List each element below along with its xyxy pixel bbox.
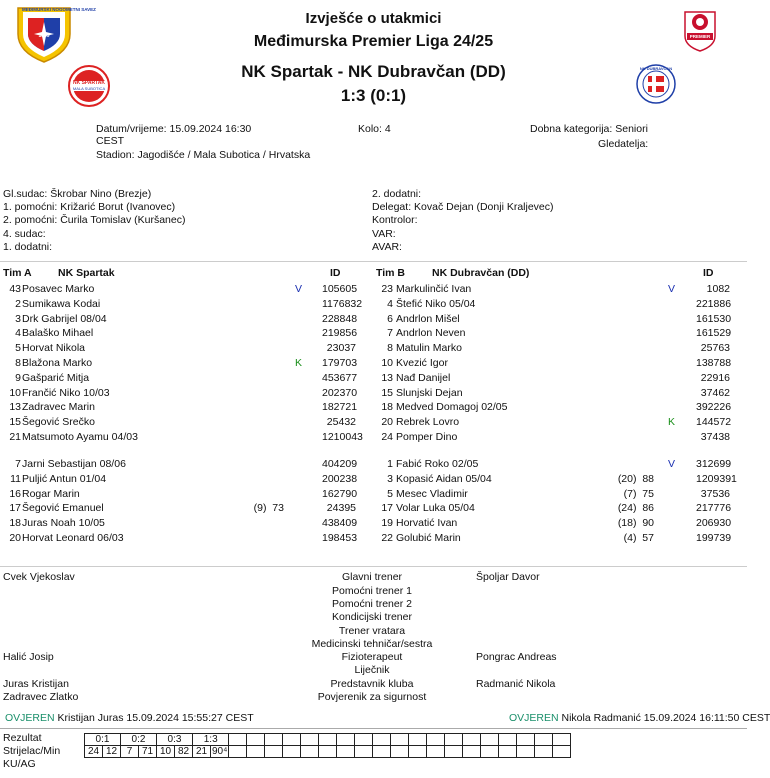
player-number: 4 xyxy=(15,327,21,340)
player-name: Sumikawa Kodai xyxy=(22,297,101,310)
scorer-minute-cell: 10 xyxy=(157,746,175,758)
substitution-minute: (9) 73 xyxy=(253,502,284,515)
empty-cell xyxy=(265,758,283,770)
official-avar: AVAR: xyxy=(372,240,402,253)
result-grid xyxy=(84,733,571,770)
player-number: 15 xyxy=(9,416,21,429)
player-id: 1082 xyxy=(706,283,730,295)
player-number: 7 xyxy=(15,458,21,470)
player-id: 1176832 xyxy=(322,297,363,310)
official-delegate: Delegat: Kovač Dejan (Donji Kraljevec) xyxy=(372,201,554,214)
empty-cell xyxy=(319,734,337,746)
score-progression-cell: 0:2 xyxy=(121,734,157,746)
home-staff-name: Zadravec Zlatko xyxy=(3,691,79,703)
player-id: 25763 xyxy=(700,342,730,355)
empty-cell xyxy=(301,758,319,770)
team-b-label: Tim B xyxy=(376,267,405,279)
staff-role: Liječnik xyxy=(354,664,390,676)
empty-cell xyxy=(103,758,121,770)
empty-cell xyxy=(445,746,463,758)
player-id: 144572 xyxy=(696,416,732,429)
empty-cell xyxy=(193,758,211,770)
staff-role: Pomoćni trener 1 xyxy=(332,585,412,597)
player-name: Golubić Marin xyxy=(396,532,461,544)
player-number: 24 xyxy=(381,431,393,443)
empty-cell xyxy=(157,758,175,770)
player-id: 228848 xyxy=(322,312,358,325)
official-fourth: 4. sudac: xyxy=(3,227,46,240)
player-number: 8 xyxy=(15,357,21,369)
empty-cell xyxy=(337,734,355,746)
player-number: 6 xyxy=(387,312,393,325)
match-spectators: Gledatelja: xyxy=(598,138,649,150)
empty-cell xyxy=(319,746,337,758)
empty-cell xyxy=(283,758,301,770)
away-logo-text: NK DUBRAVČAN xyxy=(639,66,673,71)
empty-cell xyxy=(445,734,463,746)
player-name: Kvezić Igor xyxy=(396,357,448,369)
player-name: Horvatić Ivan xyxy=(396,517,458,530)
goalkeeper-mark: V xyxy=(295,283,303,295)
player-name: Balaško Mihael xyxy=(22,327,94,340)
player-id: 219856 xyxy=(322,327,358,340)
empty-cell xyxy=(409,734,427,746)
player-name: Mesec Vladimir xyxy=(396,487,468,500)
match-score: 1:3 (0:1) xyxy=(340,86,407,105)
player-number: 1 xyxy=(387,458,393,470)
player-id: 392226 xyxy=(696,401,732,414)
empty-cell xyxy=(211,758,229,770)
empty-cell xyxy=(247,758,265,770)
official-head-referee: Gl.sudac: Škrobar Nino (Brezje) xyxy=(3,188,152,200)
player-id: 23037 xyxy=(326,342,356,355)
scorer-minute-cell: 7 xyxy=(121,746,139,758)
empty-cell xyxy=(301,746,319,758)
result-label: Rezultat xyxy=(3,732,42,744)
player-name: Jarni Sebastijan 08/06 xyxy=(22,458,126,470)
player-id: 200238 xyxy=(322,472,358,485)
scorer-minute-cell: 82 xyxy=(175,746,193,758)
federation-logo-year: 1969 xyxy=(38,33,50,39)
player-number: 17 xyxy=(381,502,393,515)
empty-cell xyxy=(499,758,517,770)
empty-cell xyxy=(481,746,499,758)
staff-role: Trener vratara xyxy=(338,625,406,637)
player-number: 23 xyxy=(381,283,393,295)
empty-cell xyxy=(85,758,103,770)
match-round: Kolo: 4 xyxy=(358,123,391,135)
substitution-minute: (4) 57 xyxy=(623,532,654,544)
empty-cell xyxy=(463,746,481,758)
player-name: Puljić Antun 01/04 xyxy=(22,472,107,485)
empty-cell xyxy=(319,758,337,770)
player-id: 25432 xyxy=(326,416,356,429)
scorer-minute-cell: 12 xyxy=(103,746,121,758)
player-id: 312699 xyxy=(696,458,732,470)
empty-cell xyxy=(355,734,373,746)
empty-cell xyxy=(427,746,445,758)
score-progression-cell: 0:1 xyxy=(85,734,121,746)
empty-cell xyxy=(283,746,301,758)
officials-right xyxy=(372,188,554,254)
player-number: 3 xyxy=(387,472,393,485)
player-number: 8 xyxy=(387,342,393,355)
verification-left xyxy=(5,712,254,724)
player-id: 37438 xyxy=(700,431,730,443)
staff-role: Predstavnik kluba xyxy=(330,678,414,690)
scorer-minute-cell: 24 xyxy=(85,746,103,758)
away-staff-name: Radmanić Nikola xyxy=(476,678,556,690)
goalkeeper-mark: V xyxy=(668,283,676,295)
player-id: 199739 xyxy=(696,532,732,544)
player-id: 404209 xyxy=(322,458,358,470)
staff-role: Fizioterapeut xyxy=(341,651,403,663)
empty-cell xyxy=(121,758,139,770)
ku-ag-label: KU/AG xyxy=(3,758,36,770)
empty-cell xyxy=(499,734,517,746)
player-number: 21 xyxy=(9,431,21,443)
player-name: Rogar Marin xyxy=(22,487,80,500)
empty-cell xyxy=(373,758,391,770)
empty-cell xyxy=(265,734,283,746)
player-name: Horvat Nikola xyxy=(22,342,86,355)
home-staff-name: Cvek Vjekoslav xyxy=(3,571,75,583)
empty-cell xyxy=(229,746,247,758)
empty-cell xyxy=(355,746,373,758)
staff-role: Kondicijski trener xyxy=(332,611,412,623)
player-name: Pomper Dino xyxy=(396,431,458,443)
league-logo-text: PREMIER xyxy=(689,34,711,39)
empty-cell xyxy=(427,758,445,770)
player-id: 453677 xyxy=(322,371,358,384)
player-number: 10 xyxy=(381,357,393,369)
scorer-minute-cell: 71 xyxy=(139,746,157,758)
official-var: VAR: xyxy=(372,227,396,240)
player-name: Šegović Emanuel xyxy=(22,502,104,515)
player-id: 161529 xyxy=(696,327,732,340)
player-number: 2 xyxy=(15,297,21,310)
player-name: Matsumoto Ayamu 04/03 xyxy=(22,431,138,443)
official-assistant-2: 2. pomoćni: Čurila Tomislav (Kuršanec) xyxy=(3,214,186,227)
substitution-minute: (20) 88 xyxy=(617,472,654,485)
player-name: Posavec Marko xyxy=(22,283,95,295)
empty-cell xyxy=(139,758,157,770)
player-id: 1209391 xyxy=(696,472,737,485)
player-id: 161530 xyxy=(696,312,732,325)
player-number: 43 xyxy=(9,283,21,295)
team-a-name: NK Spartak xyxy=(58,267,115,279)
verified-label: OVJEREN xyxy=(509,712,559,724)
empty-cell xyxy=(553,746,571,758)
player-id: 217776 xyxy=(696,502,732,515)
official-assistant-1: 1. pomoćni: Križarić Borut (Ivanovec) xyxy=(3,201,176,214)
player-name: Medved Domagoj 02/05 xyxy=(396,401,508,414)
empty-cell xyxy=(373,746,391,758)
player-name: Nađ Danijel xyxy=(396,371,451,384)
player-name: Kopasić Aidan 05/04 xyxy=(396,472,492,485)
empty-cell xyxy=(373,734,391,746)
empty-cell xyxy=(175,758,193,770)
team-a-label: Tim A xyxy=(3,267,32,279)
player-id: 202370 xyxy=(322,386,358,399)
player-id: 22916 xyxy=(700,371,730,384)
empty-cell xyxy=(517,746,535,758)
player-id: 37536 xyxy=(700,487,730,500)
match-datetime: Datum/vrijeme: 15.09.2024 16:30 xyxy=(96,123,252,135)
captain-mark: K xyxy=(668,416,676,429)
empty-cell xyxy=(391,758,409,770)
empty-cell xyxy=(553,734,571,746)
player-name: Gašparić Mitja xyxy=(22,371,90,384)
player-number: 5 xyxy=(15,342,21,355)
player-name: Drk Gabrijel 08/04 xyxy=(22,312,107,325)
staff-role: Medicinski tehničar/sestra xyxy=(311,638,433,650)
player-number: 3 xyxy=(15,312,21,325)
team-a-id-header: ID xyxy=(330,267,341,279)
empty-cell xyxy=(355,758,373,770)
league-name: Međimurska Premier Liga 24/25 xyxy=(253,33,494,50)
divider xyxy=(0,728,747,729)
empty-cell xyxy=(247,746,265,758)
home-staff-name: Halić Josip xyxy=(3,651,54,663)
empty-cell xyxy=(337,746,355,758)
match-timezone: CEST xyxy=(96,135,125,147)
player-id: 179703 xyxy=(322,357,358,369)
player-number: 19 xyxy=(381,517,393,530)
empty-cell xyxy=(391,746,409,758)
player-name: Štefić Niko 05/04 xyxy=(396,297,476,310)
official-controller: Kontrolor: xyxy=(372,214,418,227)
empty-cell xyxy=(481,734,499,746)
home-staff-name: Juras Kristijan xyxy=(3,678,69,690)
empty-cell xyxy=(535,734,553,746)
player-id: 438409 xyxy=(322,517,358,530)
verified-label: OVJEREN xyxy=(5,712,55,724)
player-number: 22 xyxy=(381,532,393,544)
player-id: 24395 xyxy=(326,502,356,515)
player-number: 17 xyxy=(9,502,21,515)
player-number: 20 xyxy=(381,416,393,429)
player-id: 198453 xyxy=(322,532,358,544)
player-name: Volar Luka 05/04 xyxy=(396,502,475,515)
player-name: Zadravec Marin xyxy=(22,401,95,414)
empty-cell xyxy=(445,758,463,770)
player-number: 18 xyxy=(9,517,21,530)
substitution-minute: (24) 86 xyxy=(617,502,654,515)
player-number: 4 xyxy=(387,297,393,310)
empty-cell xyxy=(229,734,247,746)
empty-cell xyxy=(535,746,553,758)
scorer-minute-cell: 21 xyxy=(193,746,211,758)
player-number: 20 xyxy=(9,532,21,544)
player-name: Andrlon Neven xyxy=(396,327,466,340)
officials-left xyxy=(3,188,185,254)
empty-cell xyxy=(247,734,265,746)
empty-cell xyxy=(535,758,553,770)
player-number: 7 xyxy=(387,327,393,340)
player-id: 206930 xyxy=(696,517,732,530)
official-additional-2: 2. dodatni: xyxy=(372,188,422,200)
result-labels xyxy=(3,732,60,771)
substitution-minute: (7) 75 xyxy=(623,487,654,500)
player-number: 13 xyxy=(9,401,21,414)
staff-role: Povjerenik za sigurnost xyxy=(317,691,427,703)
player-id: 1210043 xyxy=(322,431,363,443)
empty-cell xyxy=(409,758,427,770)
score-progression-cell: 1:3 xyxy=(193,734,229,746)
player-name: Rebrek Lovro xyxy=(396,416,460,429)
player-name: Frančić Niko 10/03 xyxy=(22,386,110,399)
scorer-label: Strijelac/Min xyxy=(3,745,61,757)
home-logo-text: NK SPARTAK xyxy=(72,80,106,86)
player-number: 5 xyxy=(387,487,393,500)
divider xyxy=(0,261,747,262)
substitution-minute: (18) 90 xyxy=(617,517,654,530)
player-name: Juras Noah 10/05 xyxy=(22,517,105,530)
match-stadium: Stadion: Jagodišće / Mala Subotica / Hrvatska xyxy=(96,149,311,161)
federation-logo-text: MEĐIMURSKI NOGOMETNI SAVEZ xyxy=(22,7,96,12)
player-number: 11 xyxy=(10,472,21,485)
player-name: Fabić Roko 02/05 xyxy=(396,458,479,470)
empty-cell xyxy=(301,734,319,746)
player-number: 18 xyxy=(381,401,393,414)
player-name: Horvat Leonard 06/03 xyxy=(22,532,124,544)
player-name: Šegović Srečko xyxy=(22,416,95,429)
player-id: 138788 xyxy=(696,357,732,369)
goalkeeper-mark: V xyxy=(668,458,676,470)
empty-cell xyxy=(337,758,355,770)
score-progression-cell: 0:3 xyxy=(157,734,193,746)
player-number: 13 xyxy=(381,371,393,384)
player-id: 37462 xyxy=(700,386,730,399)
player-number: 9 xyxy=(15,371,21,384)
verified-text: Kristijan Juras 15.09.2024 15:55:27 CEST xyxy=(57,712,254,724)
official-additional-1: 1. dodatni: xyxy=(3,240,53,253)
match-category: Dobna kategorija: Seniori xyxy=(530,123,648,135)
player-id: 182721 xyxy=(322,401,358,414)
player-number: 15 xyxy=(381,386,393,399)
away-staff-name: Špoljar Davor xyxy=(476,571,540,583)
scorer-minute-cell: 90⁴ xyxy=(212,746,228,757)
divider xyxy=(0,566,747,567)
empty-cell xyxy=(229,758,247,770)
verification-right xyxy=(509,712,770,724)
away-staff-name: Pongrac Andreas xyxy=(476,651,557,663)
empty-cell xyxy=(517,734,535,746)
home-logo-sub: MALA SUBOTICA xyxy=(72,86,106,91)
player-name: Markulinčić Ivan xyxy=(396,283,472,295)
player-name: Andrlon Mišel xyxy=(396,312,460,325)
player-name: Matulin Marko xyxy=(396,342,462,355)
empty-cell xyxy=(553,758,571,770)
empty-cell xyxy=(283,734,301,746)
player-id: 162790 xyxy=(322,487,358,500)
player-number: 16 xyxy=(9,487,21,500)
player-number: 10 xyxy=(9,386,21,399)
player-name: Slunjski Dejan xyxy=(396,386,463,399)
empty-cell xyxy=(517,758,535,770)
player-id: 221886 xyxy=(696,297,732,310)
team-b-name: NK Dubravčan (DD) xyxy=(432,267,530,279)
captain-mark: K xyxy=(295,357,303,369)
empty-cell xyxy=(391,734,409,746)
player-name: Blažona Marko xyxy=(22,357,93,369)
empty-cell xyxy=(265,746,283,758)
empty-cell xyxy=(463,734,481,746)
empty-cell xyxy=(481,758,499,770)
staff-role: Pomoćni trener 2 xyxy=(332,598,412,610)
team-b-id-header: ID xyxy=(703,267,714,279)
report-title: Izvješće o utakmici xyxy=(305,10,442,27)
player-id: 105605 xyxy=(322,283,358,295)
empty-cell xyxy=(463,758,481,770)
empty-cell xyxy=(409,746,427,758)
verified-text: Nikola Radmanić 15.09.2024 16:11:50 CEST xyxy=(561,712,770,724)
match-title: NK Spartak - NK Dubravčan (DD) xyxy=(241,62,506,81)
empty-cell xyxy=(499,746,517,758)
staff-role: Glavni trener xyxy=(341,571,403,583)
empty-cell xyxy=(427,734,445,746)
